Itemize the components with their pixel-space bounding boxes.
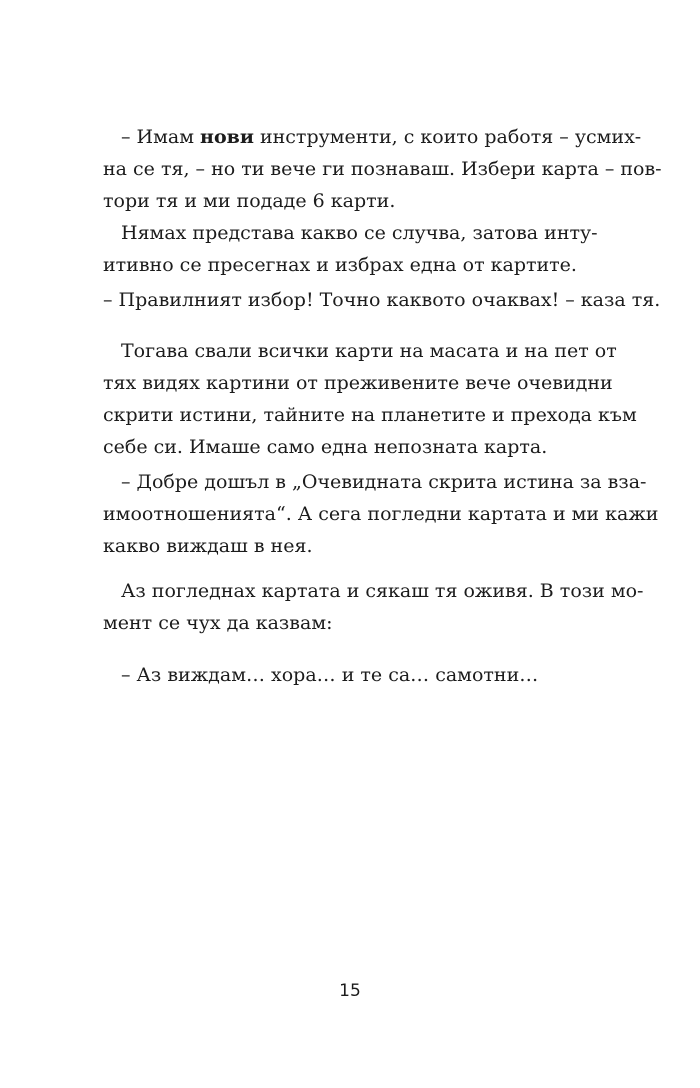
text-line: тях видях картини от преживените вече очевидни (103, 372, 613, 394)
text-line: Нямах представа какво се случва, затова инту- (121, 222, 598, 244)
page-number: 15 (339, 981, 361, 1001)
text-line: себе си. Имаше само една непозната карта. (103, 436, 548, 458)
text-line: мент се чух да казвам: (103, 612, 333, 634)
text-line: на се тя, – но ти вече ги познаваш. Избери карта – пов- (103, 158, 662, 180)
text-line: скрити истини, тайните на планетите и прехода към (103, 404, 637, 426)
bold-word: нови (200, 126, 254, 148)
text-line: Аз погледнах картата и сякаш тя оживя. В този мо- (121, 580, 644, 602)
text-line: какво виждаш в нея. (103, 535, 313, 557)
paragraph-card-alive (103, 575, 644, 639)
text-line: – Правилният избор! Точно каквото очаквах! – каза тя. (103, 289, 661, 311)
paragraph-choice (103, 217, 598, 281)
paragraph-right-choice (103, 284, 661, 316)
text-line: Тогава свали всички карти на масата и на пет от (121, 340, 617, 362)
paragraph-i-see (103, 659, 593, 691)
text-span: инструменти, с които работя – усмих- (253, 126, 642, 148)
paragraph-welcome (103, 466, 659, 562)
text-line: имоотношенията“. А сега погледни картата и ми кажи (103, 503, 659, 525)
text-span: – Имам (121, 126, 201, 148)
text-line: – Добре дошъл в „Очевидната скрита истина за вза- (121, 471, 647, 493)
text-line: – Аз виждам… хора… и те са… самотни… (121, 664, 539, 686)
text-line: итивно се пресегнах и избрах една от картите. (103, 254, 577, 276)
text-line (103, 121, 642, 153)
paragraph-cards-on-table (103, 335, 637, 463)
paragraph-new-tools (103, 121, 662, 217)
text-line: тори тя и ми подаде 6 карти. (103, 190, 396, 212)
